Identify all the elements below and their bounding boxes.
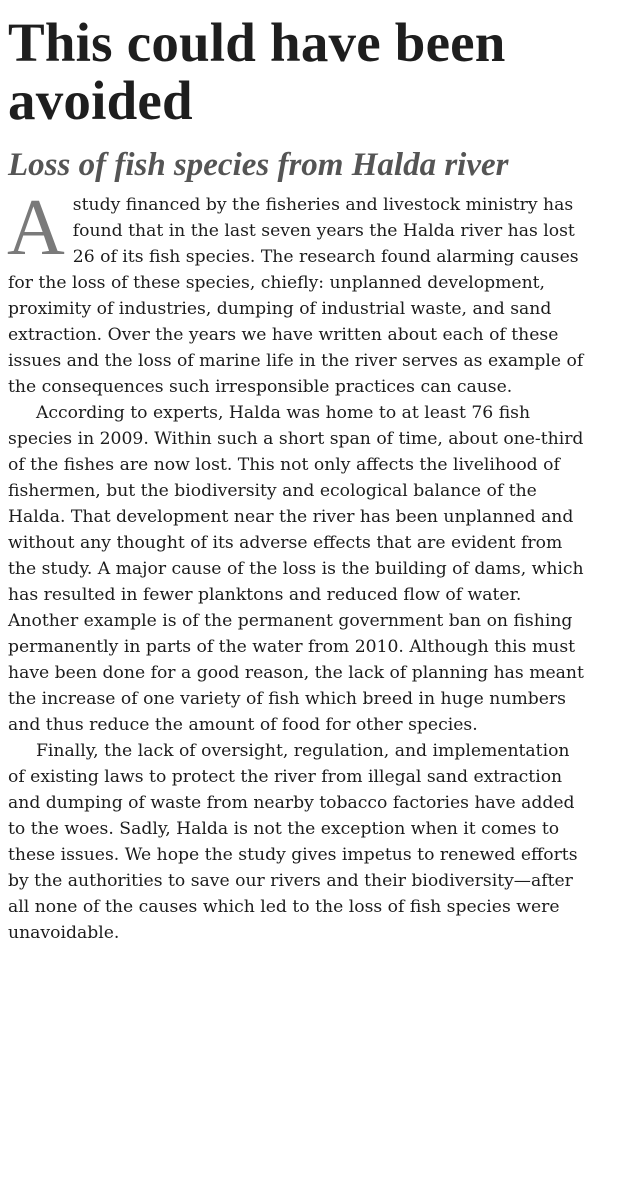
headline: This could have been avoided <box>8 12 506 131</box>
paragraph-2: According to experts, Halda was home to at least 76 fish species in 2009. Within such a short span of time, about one-third of the fishes are now lost. This not only affects the livelihood of fishermen, but the biodiversity and ecological balance of the Halda. That development near the river has been unplanned and without any thought of its adverse effects that are evident from the study. A major cause of the loss is the building of dams, which has resulted in fewer planktons and reduced flow of water. Another example is of the permanent government ban on fishing permanently in parts of the water from 2010. Although this must have been done for a good reason, the lack of planning has meant the increase of one variety of fish which breed in huge numbers and thus reduce the amount of food for other species. <box>8 403 584 735</box>
subheading: Loss of fish species from Halda river <box>8 147 509 183</box>
article-body <box>7 184 586 946</box>
editorial-article <box>8 14 628 946</box>
paragraph-3: Finally, the lack of oversight, regulation, and implementation of existing laws to protect the river from illegal sand extraction and dumping of waste from nearby tobacco factories have added to the woes. Sadly, Halda is not the exception when it comes to these issues. We hope the study gives impetus to renewed efforts by the authorities to save our rivers and their biodiversity—after all none of the causes which led to the loss of fish species were unavoidable. <box>8 741 578 943</box>
paragraph-1 <box>7 184 586 400</box>
paragraph-1-text: study financed by the fisheries and livestock ministry has found that in the last seven years the Halda river has lost 26 of its fish species. The research found alarming causes for the loss of these species, chiefly: unplanned development, proximity of industries, dumping of industrial waste, and sand extraction. Over the years we have written about each of these issues and the loss of marine life in the river serves as example of the consequences such irresponsible practices can cause. <box>8 195 584 397</box>
drop-cap: A <box>7 184 65 272</box>
